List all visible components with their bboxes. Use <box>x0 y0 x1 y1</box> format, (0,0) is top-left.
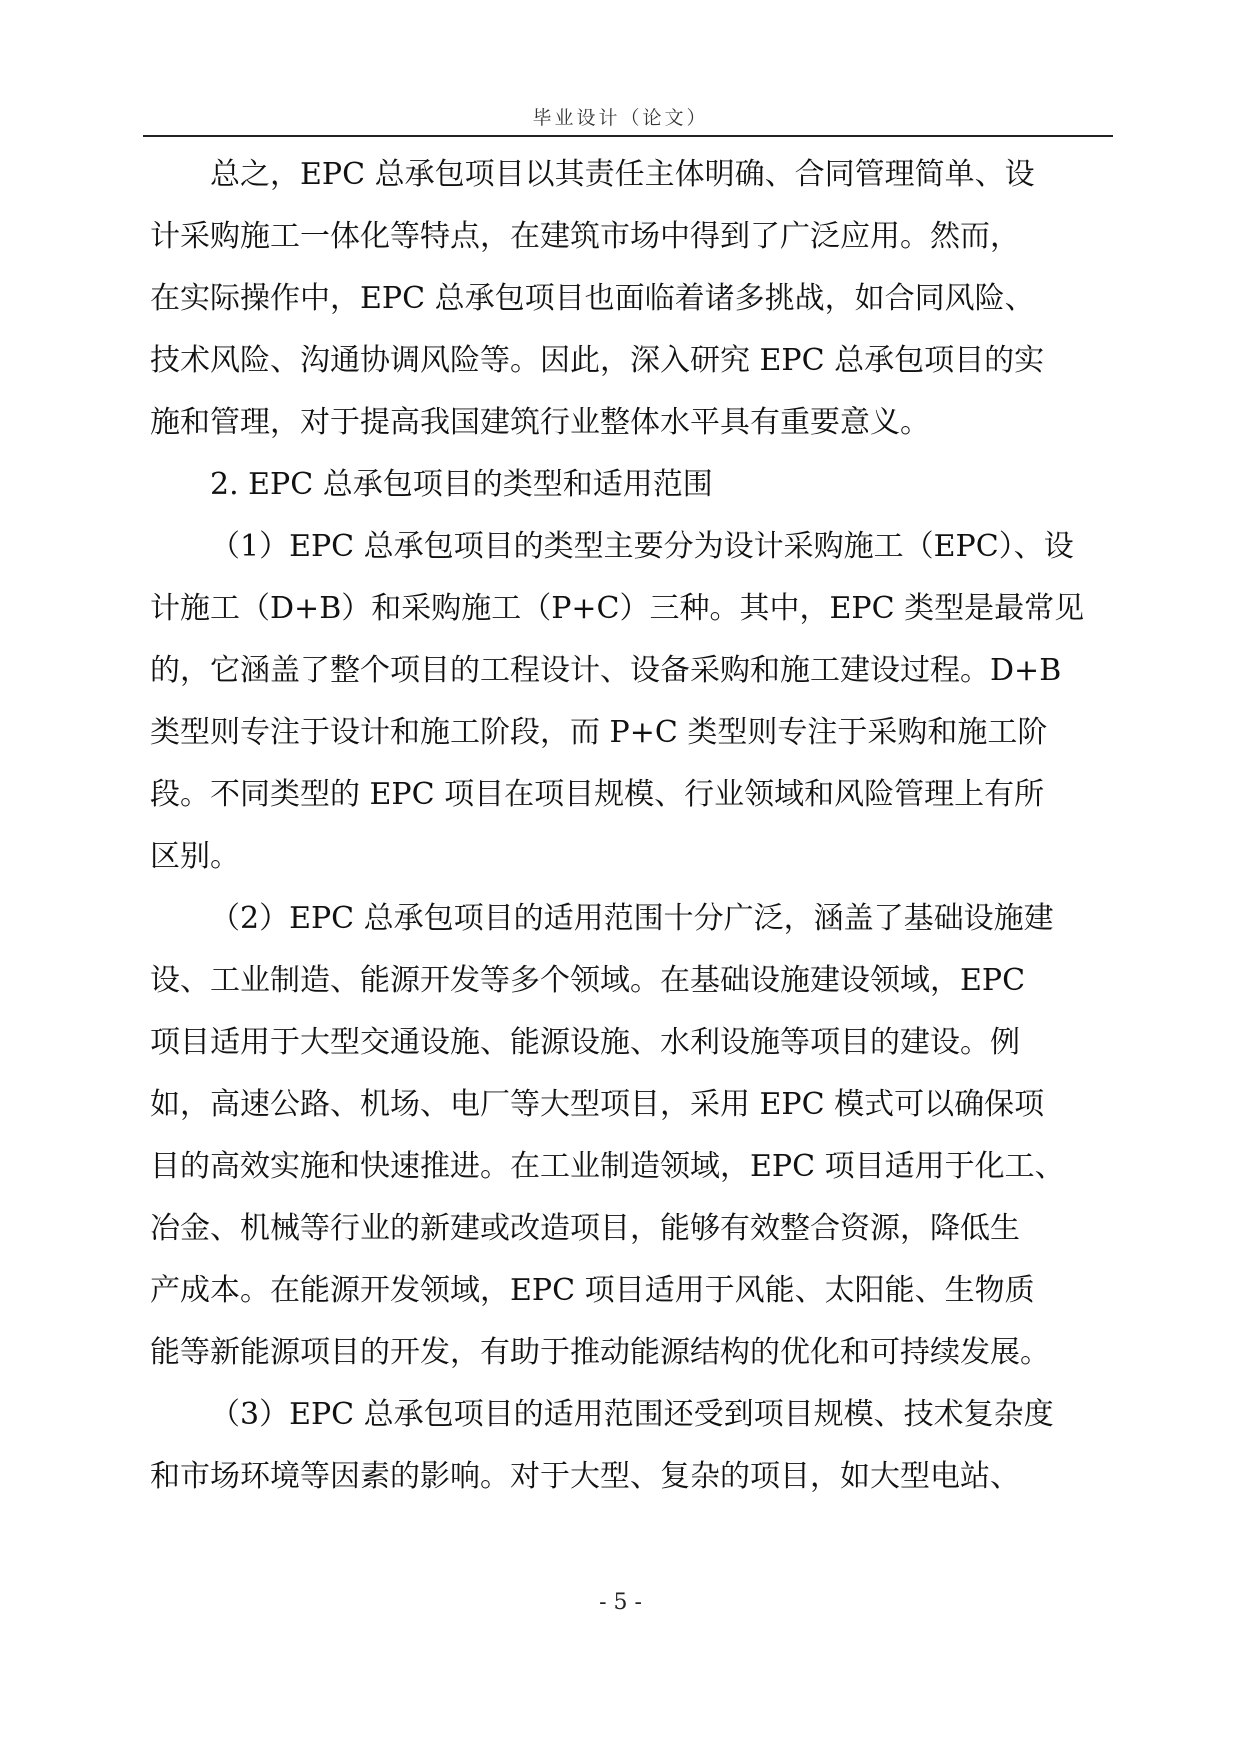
body-line: 在实际操作中，EPC 总承包项目也面临着诸多挑战，如合同风险、 <box>150 281 1035 316</box>
body-line: 总之，EPC 总承包项目以其责任主体明确、合同管理简单、设 <box>210 157 1035 192</box>
body-line: 技术风险、沟通协调风险等。因此，深入研究 EPC 总承包项目的实 <box>150 343 1045 378</box>
body-line: 产成本。在能源开发领域，EPC 项目适用于风能、太阳能、生物质 <box>150 1273 1035 1308</box>
section-heading: 2. EPC 总承包项目的类型和适用范围 <box>210 467 713 502</box>
body-line: 区别。 <box>150 839 240 874</box>
body-line: 设、工业制造、能源开发等多个领域。在基础设施建设领域，EPC <box>150 963 1026 998</box>
body-line: 计施工（D+B）和采购施工（P+C）三种。其中，EPC 类型是最常见 <box>150 591 1085 626</box>
body-line: 如，高速公路、机场、电厂等大型项目，采用 EPC 模式可以确保项 <box>150 1087 1045 1122</box>
body-line: 施和管理，对于提高我国建筑行业整体水平具有重要意义。 <box>150 405 930 440</box>
body-line: 计采购施工一体化等特点，在建筑市场中得到了广泛应用。然而， <box>150 219 1020 254</box>
body-line: 项目适用于大型交通设施、能源设施、水利设施等项目的建设。例 <box>150 1025 1020 1060</box>
body-line: 和市场环境等因素的影响。对于大型、复杂的项目，如大型电站、 <box>150 1459 1020 1494</box>
body-line: 的，它涵盖了整个项目的工程设计、设备采购和施工建设过程。D+B <box>150 653 1062 688</box>
body-line: 能等新能源项目的开发，有助于推动能源结构的优化和可持续发展。 <box>150 1335 1050 1370</box>
body-line: 冶金、机械等行业的新建或改造项目，能够有效整合资源，降低生 <box>150 1211 1020 1246</box>
body-line: （2）EPC 总承包项目的适用范围十分广泛，涵盖了基础设施建 <box>210 901 1054 936</box>
header-rule <box>143 135 1113 137</box>
body-line: （3）EPC 总承包项目的适用范围还受到项目规模、技术复杂度 <box>210 1397 1054 1432</box>
body-line: 目的高效实施和快速推进。在工业制造领域，EPC 项目适用于化工、 <box>150 1149 1065 1184</box>
body-line: 段。不同类型的 EPC 项目在项目规模、行业领域和风险管理上有所 <box>150 777 1045 812</box>
page-number: - 5 - <box>599 1590 642 1615</box>
running-header: 毕业设计（论文） <box>532 107 709 129</box>
body-line: （1）EPC 总承包项目的类型主要分为设计采购施工（EPC）、设 <box>210 529 1074 564</box>
body-line: 类型则专注于设计和施工阶段，而 P+C 类型则专注于采购和施工阶 <box>150 715 1048 750</box>
